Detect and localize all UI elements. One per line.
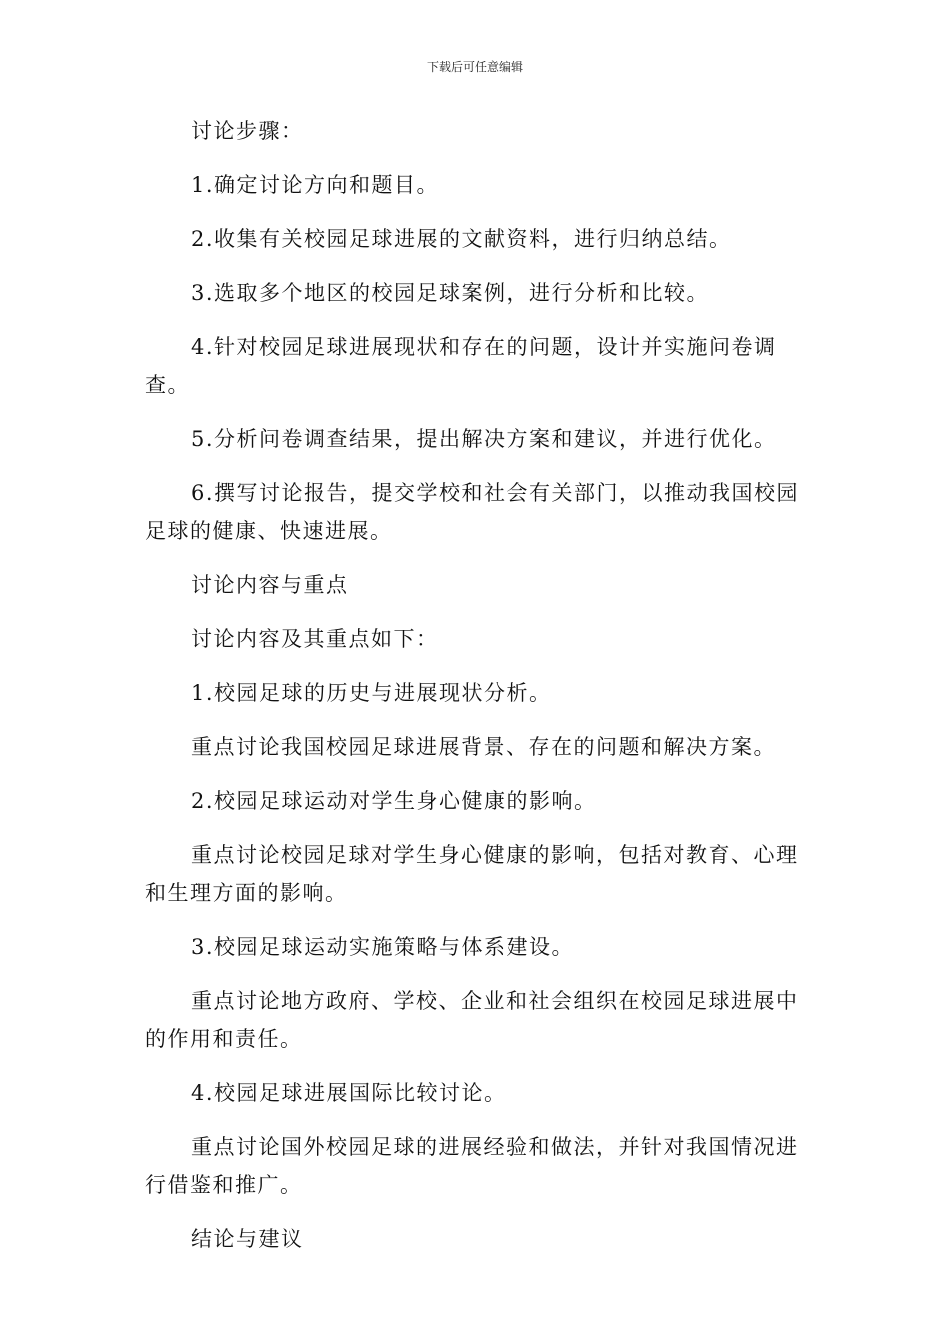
paragraph-content-focus-2: 重点讨论校园足球对学生身心健康的影响，包括对教育、心理和生理方面的影响。: [145, 843, 799, 905]
paragraph-content-intro: 讨论内容及其重点如下：: [191, 627, 439, 651]
paragraph-content-heading: 讨论内容与重点: [191, 573, 349, 597]
paragraph-step-3: 3.选取多个地区的校园足球案例，进行分析和比较。: [191, 281, 710, 305]
paragraph-content-focus-4: 重点讨论国外校园足球的进展经验和做法，并针对我国情况进行借鉴和推广。: [145, 1135, 799, 1197]
page-header-note: 下载后可任意编辑: [426, 60, 523, 74]
paragraph-step-1: 1.确定讨论方向和题目。: [191, 173, 440, 197]
paragraph-content-item-1: 1.校园足球的历史与进展现状分析。: [191, 681, 552, 705]
paragraph-step-2: 2.收集有关校园足球进展的文献资料，进行归纳总结。: [191, 227, 732, 251]
paragraph-content-focus-3: 重点讨论地方政府、学校、企业和社会组织在校园足球进展中的作用和责任。: [145, 989, 799, 1051]
paragraph-steps-heading: 讨论步骤：: [191, 119, 304, 143]
document-body: [145, 112, 810, 1258]
paragraph-step-4: 4.针对校园足球进展现状和存在的问题，设计并实施问卷调查。: [145, 335, 777, 397]
paragraph-content-item-4: 4.校园足球进展国际比较讨论。: [191, 1081, 507, 1105]
paragraph-step-5: 5.分析问卷调查结果，提出解决方案和建议，并进行优化。: [191, 427, 777, 451]
paragraph-conclusion-heading: 结论与建议: [191, 1227, 304, 1251]
paragraph-content-focus-1: 重点讨论我国校园足球进展背景、存在的问题和解决方案。: [191, 735, 776, 759]
paragraph-content-item-3: 3.校园足球运动实施策略与体系建设。: [191, 935, 575, 959]
paragraph-content-item-2: 2.校园足球运动对学生身心健康的影响。: [191, 789, 597, 813]
paragraph-step-6: 6.撰写讨论报告，提交学校和社会有关部门，以推动我国校园足球的健康、快速进展。: [145, 481, 800, 543]
